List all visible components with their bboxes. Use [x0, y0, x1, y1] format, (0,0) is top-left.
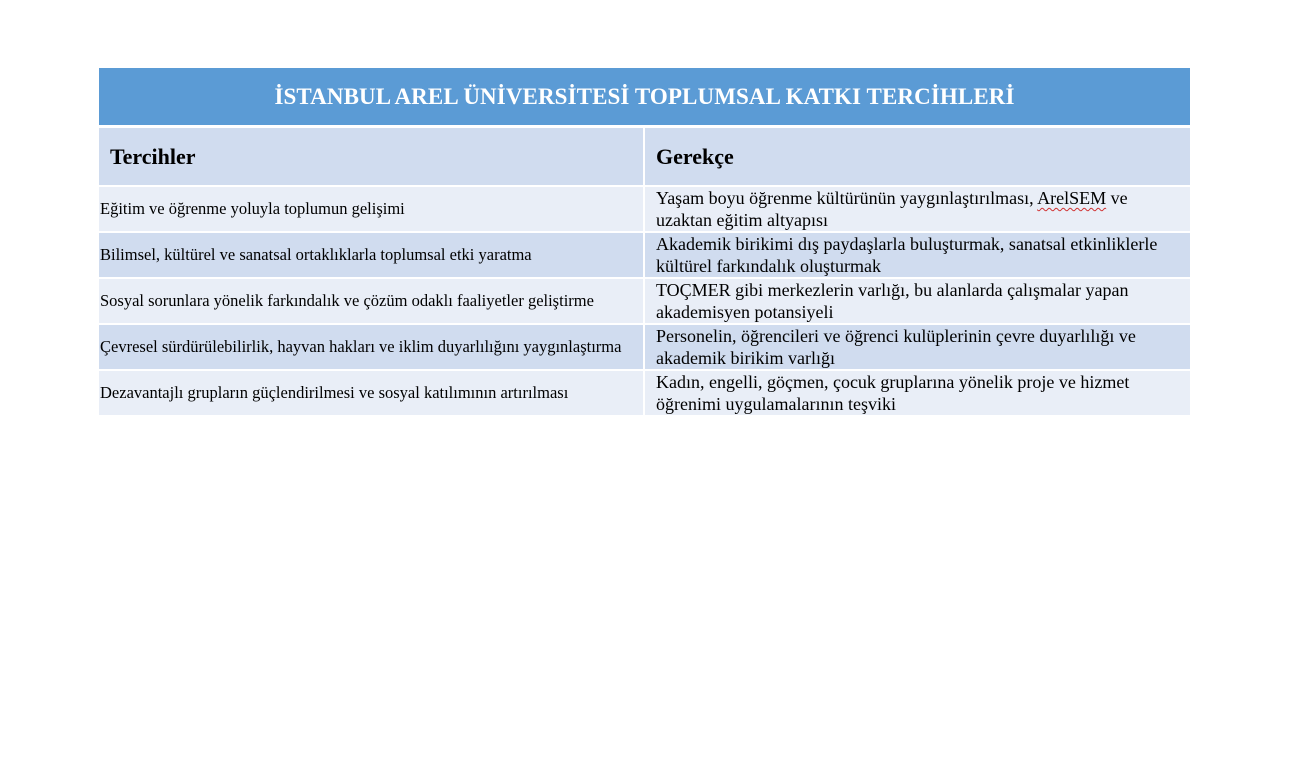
reason-text-end: ve uzaktan eğitim altyapısı: [656, 188, 1128, 230]
preferences-table: [99, 68, 1190, 415]
table-row-1-reason: [645, 187, 1190, 231]
table-row-2-preference: Bilimsel, kültürel ve sanatsal ortaklıklarla toplumsal etki yaratma: [99, 233, 643, 277]
spellcheck-flagged-word: ArelSEM: [1037, 188, 1107, 208]
table-row-2-reason: Akademik birikimi dış paydaşlarla buluşturmak, sanatsal etkinliklerle kültürel farkındalık oluşturmak: [645, 233, 1190, 277]
column-header-reason: Gerekçe: [645, 128, 1190, 185]
table-row-1-preference: Eğitim ve öğrenme yoluyla toplumun gelişimi: [99, 187, 643, 231]
table-row-5-preference: Dezavantajlı grupların güçlendirilmesi ve sosyal katılımının artırılması: [99, 371, 643, 415]
table-row-5-reason: Kadın, engelli, göçmen, çocuk gruplarına yönelik proje ve hizmet öğrenimi uygulamalarının teşviki: [645, 371, 1190, 415]
column-header-preferences: Tercihler: [99, 128, 643, 185]
table-row-4-reason: Personelin, öğrencileri ve öğrenci kulüplerinin çevre duyarlılığı ve akademik birikim varlığı: [645, 325, 1190, 369]
table-row-3-reason: TOÇMER gibi merkezlerin varlığı, bu alanlarda çalışmalar yapan akademisyen potansiyeli: [645, 279, 1190, 323]
table-row-3-preference: Sosyal sorunlara yönelik farkındalık ve çözüm odaklı faaliyetler geliştirme: [99, 279, 643, 323]
table-grid: [99, 128, 1190, 415]
table-row-4-preference: Çevresel sürdürülebilirlik, hayvan hakları ve iklim duyarlılığını yaygınlaştırma: [99, 325, 643, 369]
reason-text-start: Yaşam boyu öğrenme kültürünün yaygınlaştırılması,: [656, 188, 1038, 208]
table-title: İSTANBUL AREL ÜNİVERSİTESİ TOPLUMSAL KATKI TERCİHLERİ: [99, 68, 1190, 125]
